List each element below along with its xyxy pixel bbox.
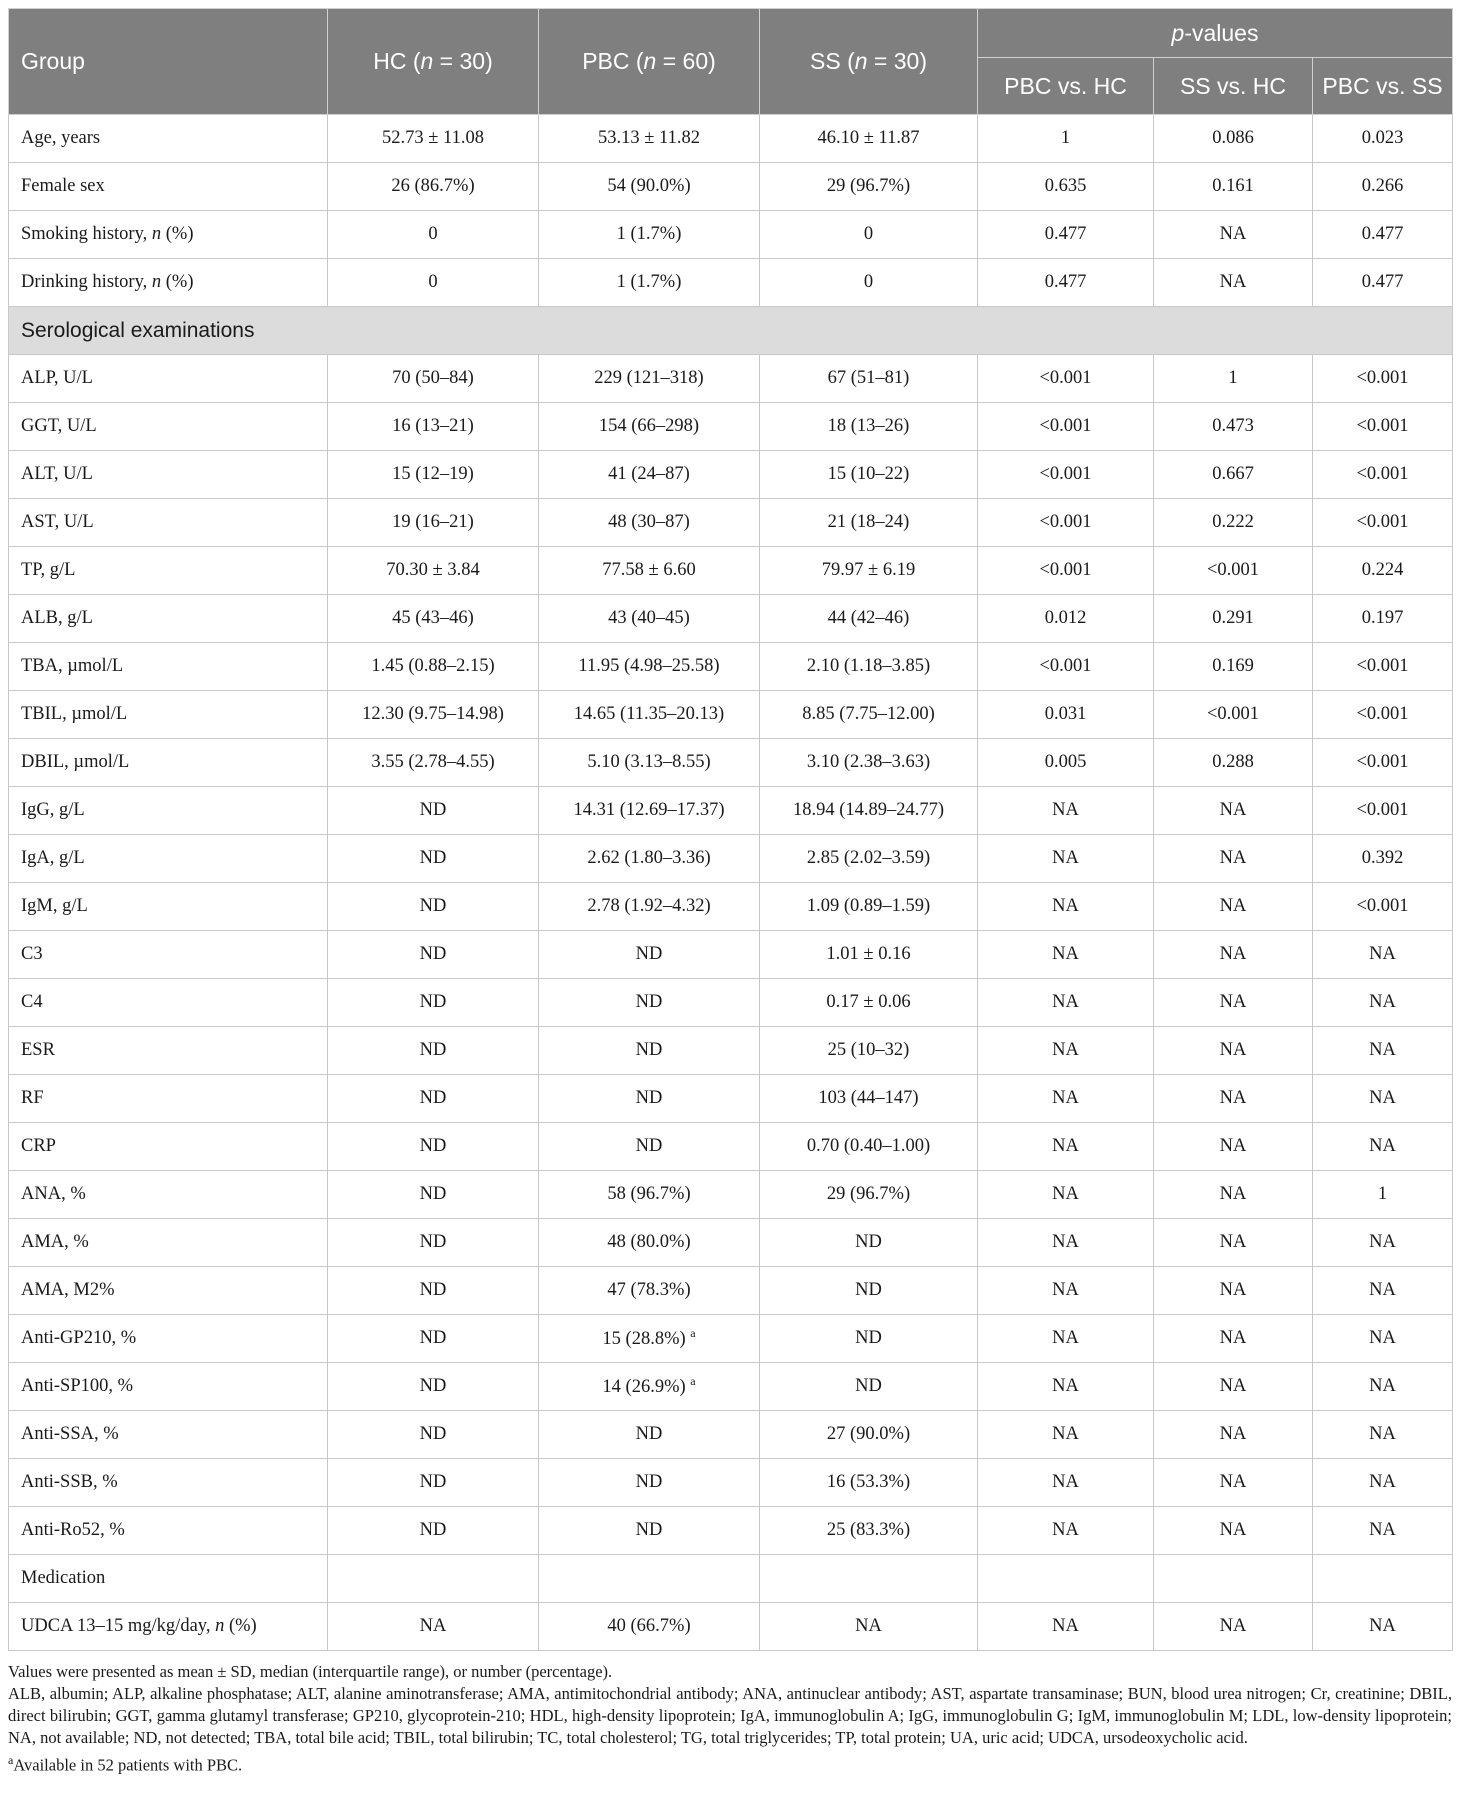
table-cell: NA bbox=[1313, 1603, 1453, 1651]
table-cell: <0.001 bbox=[1313, 739, 1453, 787]
table-cell: 44 (42–46) bbox=[760, 595, 978, 643]
table-cell: 47 (78.3%) bbox=[539, 1267, 760, 1315]
table-row bbox=[9, 403, 1453, 451]
table-cell: 1 bbox=[1154, 355, 1313, 403]
empty-cell bbox=[760, 1555, 978, 1603]
table-row bbox=[9, 835, 1453, 883]
table-cell: ND bbox=[760, 1219, 978, 1267]
row-label: ALP, U/L bbox=[9, 355, 328, 403]
table-cell: 154 (66–298) bbox=[539, 403, 760, 451]
table-cell: NA bbox=[978, 1459, 1154, 1507]
row-label: Anti-SSB, % bbox=[9, 1459, 328, 1507]
table-cell: NA bbox=[1313, 1267, 1453, 1315]
table-cell: NA bbox=[1154, 931, 1313, 979]
table-cell: <0.001 bbox=[1313, 451, 1453, 499]
table-cell: <0.001 bbox=[1313, 691, 1453, 739]
table-cell: <0.001 bbox=[1313, 499, 1453, 547]
table-cell: 0.197 bbox=[1313, 595, 1453, 643]
table-row bbox=[9, 1267, 1453, 1315]
table-notes bbox=[8, 1661, 1452, 1777]
table-cell: NA bbox=[1154, 1267, 1313, 1315]
table-cell: NA bbox=[978, 1027, 1154, 1075]
table-cell: NA bbox=[1313, 979, 1453, 1027]
table-row bbox=[9, 451, 1453, 499]
table-cell: 0.473 bbox=[1154, 403, 1313, 451]
table-cell: 0.635 bbox=[978, 163, 1154, 211]
table-cell: 15 (12–19) bbox=[328, 451, 539, 499]
table-cell: 1 (1.7%) bbox=[539, 259, 760, 307]
table-cell: <0.001 bbox=[978, 451, 1154, 499]
row-label: ESR bbox=[9, 1027, 328, 1075]
table-cell: ND bbox=[328, 1267, 539, 1315]
row-label: GGT, U/L bbox=[9, 403, 328, 451]
table-row bbox=[9, 211, 1453, 259]
header-ss: SS (n = 30) bbox=[760, 9, 978, 115]
table-cell: 0.477 bbox=[1313, 259, 1453, 307]
row-label: AST, U/L bbox=[9, 499, 328, 547]
table-cell: 45 (43–46) bbox=[328, 595, 539, 643]
table-cell: 15 (28.8%) $^a$ bbox=[539, 1315, 760, 1363]
row-label: Anti-SP100, % bbox=[9, 1363, 328, 1411]
row-label: Drinking history, n (%) bbox=[9, 259, 328, 307]
section-title: Serological examinations bbox=[9, 307, 1453, 355]
table-row bbox=[9, 1603, 1453, 1651]
table-cell: 29 (96.7%) bbox=[760, 1171, 978, 1219]
table-row bbox=[9, 115, 1453, 163]
table-header bbox=[9, 9, 1453, 115]
table-cell: NA bbox=[1154, 1075, 1313, 1123]
table-cell: NA bbox=[1313, 1411, 1453, 1459]
row-label: TP, g/L bbox=[9, 547, 328, 595]
table-cell: <0.001 bbox=[978, 355, 1154, 403]
table-cell: NA bbox=[1154, 883, 1313, 931]
table-cell: NA bbox=[978, 835, 1154, 883]
table-cell: <0.001 bbox=[1313, 355, 1453, 403]
table-cell: 48 (80.0%) bbox=[539, 1219, 760, 1267]
table-row bbox=[9, 787, 1453, 835]
table-cell: NA bbox=[978, 1507, 1154, 1555]
table-cell: NA bbox=[1154, 1123, 1313, 1171]
table-cell: ND bbox=[328, 835, 539, 883]
header-pbc: PBC (n = 60) bbox=[539, 9, 760, 115]
table-cell: NA bbox=[760, 1603, 978, 1651]
table-cell: ND bbox=[328, 883, 539, 931]
table-cell: ND bbox=[760, 1363, 978, 1411]
table-cell: 48 (30–87) bbox=[539, 499, 760, 547]
table-cell: NA bbox=[978, 1075, 1154, 1123]
table-cell: ND bbox=[328, 1123, 539, 1171]
table-cell: 1.09 (0.89–1.59) bbox=[760, 883, 978, 931]
table-cell: NA bbox=[1154, 787, 1313, 835]
table-cell: 1 bbox=[978, 115, 1154, 163]
table-cell: 14.31 (12.69–17.37) bbox=[539, 787, 760, 835]
table-cell: ND bbox=[760, 1267, 978, 1315]
table-cell: 229 (121–318) bbox=[539, 355, 760, 403]
table-cell: 43 (40–45) bbox=[539, 595, 760, 643]
table-cell: 27 (90.0%) bbox=[760, 1411, 978, 1459]
table-cell: <0.001 bbox=[978, 403, 1154, 451]
table-cell: 25 (83.3%) bbox=[760, 1507, 978, 1555]
row-label: Anti-SSA, % bbox=[9, 1411, 328, 1459]
table-cell: ND bbox=[328, 1219, 539, 1267]
table-cell: <0.001 bbox=[1313, 883, 1453, 931]
header-pbc-vs-ss: PBC vs. SS bbox=[1313, 58, 1453, 115]
header-pbc-vs-hc: PBC vs. HC bbox=[978, 58, 1154, 115]
table-cell: 53.13 ± 11.82 bbox=[539, 115, 760, 163]
medication-row bbox=[9, 1555, 1453, 1603]
table-cell: NA bbox=[1154, 1171, 1313, 1219]
row-label: IgM, g/L bbox=[9, 883, 328, 931]
table-cell: NA bbox=[1313, 1459, 1453, 1507]
empty-cell bbox=[1313, 1555, 1453, 1603]
table-cell: 54 (90.0%) bbox=[539, 163, 760, 211]
table-row bbox=[9, 979, 1453, 1027]
row-label: IgA, g/L bbox=[9, 835, 328, 883]
table-cell: 0.161 bbox=[1154, 163, 1313, 211]
table-cell: 3.10 (2.38–3.63) bbox=[760, 739, 978, 787]
table-container bbox=[8, 8, 1452, 1777]
table-cell: 0 bbox=[328, 211, 539, 259]
table-row bbox=[9, 1459, 1453, 1507]
row-label: Anti-Ro52, % bbox=[9, 1507, 328, 1555]
table-cell: <0.001 bbox=[978, 547, 1154, 595]
table-cell: 1.45 (0.88–2.15) bbox=[328, 643, 539, 691]
table-cell: NA bbox=[1313, 1027, 1453, 1075]
table-cell: 0 bbox=[760, 259, 978, 307]
table-cell: NA bbox=[1154, 259, 1313, 307]
table-cell: 1.01 ± 0.16 bbox=[760, 931, 978, 979]
table-cell: 40 (66.7%) bbox=[539, 1603, 760, 1651]
table-row bbox=[9, 1171, 1453, 1219]
table-row bbox=[9, 931, 1453, 979]
table-cell: ND bbox=[328, 1363, 539, 1411]
table-cell: 2.85 (2.02–3.59) bbox=[760, 835, 978, 883]
row-label: C3 bbox=[9, 931, 328, 979]
table-cell: 8.85 (7.75–12.00) bbox=[760, 691, 978, 739]
row-label: IgG, g/L bbox=[9, 787, 328, 835]
note-abbreviations: ALB, albumin; ALP, alkaline phosphatase; ALT, alanine aminotransferase; AMA, antimitochondrial antibody; ANA, antinuclear antibody; AST, aspartate transaminase; BUN, blood urea nitrogen; Cr, creatinine; DBIL, direct bilirubin; GGT, gamma glutamyl transferase; GP210, glycoprotein-210; HDL, high-density lipoprotein; IgA, immunoglobulin A; IgG, immunoglobulin G; IgM, immunoglobulin M; LDL, low-density lipoprotein; NA, not available; ND, not detected; TBA, total bile acid; TBIL, total bilirubin; TC, total cholesterol; TG, total triglycerides; TP, total protein; UA, uric acid; UDCA, ursodeoxycholic acid. bbox=[8, 1684, 1452, 1747]
table-cell: NA bbox=[978, 883, 1154, 931]
table-row bbox=[9, 259, 1453, 307]
table-cell: 16 (13–21) bbox=[328, 403, 539, 451]
table-cell: <0.001 bbox=[1313, 787, 1453, 835]
row-label: RF bbox=[9, 1075, 328, 1123]
table-cell: NA bbox=[978, 1219, 1154, 1267]
table-cell: 1 bbox=[1313, 1171, 1453, 1219]
table-row bbox=[9, 163, 1453, 211]
row-label: AMA, M2% bbox=[9, 1267, 328, 1315]
table-cell: 19 (16–21) bbox=[328, 499, 539, 547]
table-row bbox=[9, 739, 1453, 787]
table-cell: 0.224 bbox=[1313, 547, 1453, 595]
table-cell: <0.001 bbox=[1154, 691, 1313, 739]
table-cell: 103 (44–147) bbox=[760, 1075, 978, 1123]
table-cell: ND bbox=[328, 1171, 539, 1219]
table-cell: 18 (13–26) bbox=[760, 403, 978, 451]
table-row bbox=[9, 1219, 1453, 1267]
table-cell: 0.17 ± 0.06 bbox=[760, 979, 978, 1027]
table-cell: 2.78 (1.92–4.32) bbox=[539, 883, 760, 931]
table-cell: <0.001 bbox=[978, 643, 1154, 691]
table-cell: NA bbox=[1154, 1603, 1313, 1651]
table-cell: NA bbox=[978, 1123, 1154, 1171]
table-cell: 26 (86.7%) bbox=[328, 163, 539, 211]
table-cell: 0.086 bbox=[1154, 115, 1313, 163]
table-body bbox=[9, 115, 1453, 1651]
empty-cell bbox=[978, 1555, 1154, 1603]
header-hc: HC (n = 30) bbox=[328, 9, 539, 115]
table-cell: NA bbox=[978, 1315, 1154, 1363]
table-cell: 58 (96.7%) bbox=[539, 1171, 760, 1219]
table-cell: 70 (50–84) bbox=[328, 355, 539, 403]
table-cell: 0.169 bbox=[1154, 643, 1313, 691]
table-cell: NA bbox=[1313, 1123, 1453, 1171]
table-cell: 70.30 ± 3.84 bbox=[328, 547, 539, 595]
table-cell: NA bbox=[1154, 1219, 1313, 1267]
table-row bbox=[9, 355, 1453, 403]
table-cell: ND bbox=[328, 787, 539, 835]
table-cell: NA bbox=[978, 1411, 1154, 1459]
row-label: Smoking history, n (%) bbox=[9, 211, 328, 259]
table-cell: NA bbox=[978, 1171, 1154, 1219]
table-cell: 11.95 (4.98–25.58) bbox=[539, 643, 760, 691]
table-cell: NA bbox=[1154, 1363, 1313, 1411]
table-cell: 1 (1.7%) bbox=[539, 211, 760, 259]
table-cell: 14 (26.9%) $^a$ bbox=[539, 1363, 760, 1411]
table-cell: ND bbox=[328, 1027, 539, 1075]
row-label: TBA, µmol/L bbox=[9, 643, 328, 691]
table-cell: 41 (24–87) bbox=[539, 451, 760, 499]
header-ss-vs-hc: SS vs. HC bbox=[1154, 58, 1313, 115]
table-cell: 0.70 (0.40–1.00) bbox=[760, 1123, 978, 1171]
row-label: AMA, % bbox=[9, 1219, 328, 1267]
table-cell: 0.477 bbox=[978, 211, 1154, 259]
header-p-values: p-values bbox=[978, 9, 1453, 58]
table-cell: ND bbox=[328, 1075, 539, 1123]
table-cell: 0.291 bbox=[1154, 595, 1313, 643]
table-cell: ND bbox=[328, 931, 539, 979]
table-cell: NA bbox=[1313, 1219, 1453, 1267]
table-row bbox=[9, 643, 1453, 691]
table-cell: ND bbox=[328, 979, 539, 1027]
table-row bbox=[9, 1411, 1453, 1459]
table-cell: 15 (10–22) bbox=[760, 451, 978, 499]
table-cell: 16 (53.3%) bbox=[760, 1459, 978, 1507]
table-cell: NA bbox=[1154, 1027, 1313, 1075]
note-footnote: $^a$Available in 52 patients with PBC. bbox=[8, 1753, 243, 1775]
table-cell: NA bbox=[1313, 1507, 1453, 1555]
table-cell: NA bbox=[1313, 1363, 1453, 1411]
table-cell: 77.58 ± 6.60 bbox=[539, 547, 760, 595]
table-cell: 0 bbox=[328, 259, 539, 307]
table-cell: NA bbox=[1154, 1315, 1313, 1363]
table-cell: NA bbox=[1313, 1315, 1453, 1363]
table-row bbox=[9, 1315, 1453, 1363]
table-cell: ND bbox=[539, 1123, 760, 1171]
table-row bbox=[9, 1363, 1453, 1411]
row-label: DBIL, µmol/L bbox=[9, 739, 328, 787]
table-cell: 46.10 ± 11.87 bbox=[760, 115, 978, 163]
table-cell: 0.222 bbox=[1154, 499, 1313, 547]
table-cell: 21 (18–24) bbox=[760, 499, 978, 547]
table-row bbox=[9, 691, 1453, 739]
table-row bbox=[9, 595, 1453, 643]
table-cell: 2.62 (1.80–3.36) bbox=[539, 835, 760, 883]
header-group: Group bbox=[9, 9, 328, 115]
row-label: UDCA 13–15 mg/kg/day, n (%) bbox=[9, 1603, 328, 1651]
data-table bbox=[8, 8, 1453, 1651]
table-cell: 14.65 (11.35–20.13) bbox=[539, 691, 760, 739]
row-label: Age, years bbox=[9, 115, 328, 163]
table-cell: ND bbox=[539, 931, 760, 979]
row-label: TBIL, µmol/L bbox=[9, 691, 328, 739]
table-row bbox=[9, 1075, 1453, 1123]
table-cell: <0.001 bbox=[1313, 403, 1453, 451]
table-cell: <0.001 bbox=[1154, 547, 1313, 595]
table-cell: ND bbox=[328, 1459, 539, 1507]
table-cell: <0.001 bbox=[978, 499, 1154, 547]
table-cell: ND bbox=[328, 1411, 539, 1459]
table-cell: 0.477 bbox=[978, 259, 1154, 307]
table-cell: NA bbox=[1154, 979, 1313, 1027]
table-cell: 0.477 bbox=[1313, 211, 1453, 259]
table-cell: 0.005 bbox=[978, 739, 1154, 787]
table-row bbox=[9, 1027, 1453, 1075]
row-label: Female sex bbox=[9, 163, 328, 211]
table-cell: 3.55 (2.78–4.55) bbox=[328, 739, 539, 787]
table-cell: 0.266 bbox=[1313, 163, 1453, 211]
empty-cell bbox=[328, 1555, 539, 1603]
table-cell: ND bbox=[760, 1315, 978, 1363]
table-cell: NA bbox=[978, 787, 1154, 835]
note-values: Values were presented as mean ± SD, median (interquartile range), or number (percentage). bbox=[8, 1662, 613, 1681]
table-cell: ND bbox=[539, 1075, 760, 1123]
table-cell: NA bbox=[1154, 211, 1313, 259]
table-cell: NA bbox=[1154, 835, 1313, 883]
table-cell: NA bbox=[328, 1603, 539, 1651]
table-cell: 79.97 ± 6.19 bbox=[760, 547, 978, 595]
table-row bbox=[9, 499, 1453, 547]
table-cell: NA bbox=[978, 979, 1154, 1027]
table-cell: NA bbox=[978, 931, 1154, 979]
table-cell: 29 (96.7%) bbox=[760, 163, 978, 211]
table-cell: ND bbox=[539, 1411, 760, 1459]
table-cell: ND bbox=[539, 1459, 760, 1507]
table-cell: 0.012 bbox=[978, 595, 1154, 643]
table-cell: ND bbox=[328, 1507, 539, 1555]
table-cell: NA bbox=[1154, 1459, 1313, 1507]
table-cell: 5.10 (3.13–8.55) bbox=[539, 739, 760, 787]
table-cell: 0 bbox=[760, 211, 978, 259]
row-label: ALT, U/L bbox=[9, 451, 328, 499]
table-cell: ND bbox=[539, 1507, 760, 1555]
empty-cell bbox=[539, 1555, 760, 1603]
table-cell: 0.392 bbox=[1313, 835, 1453, 883]
row-label: C4 bbox=[9, 979, 328, 1027]
table-cell: ND bbox=[539, 979, 760, 1027]
row-label: CRP bbox=[9, 1123, 328, 1171]
section-header-row bbox=[9, 307, 1453, 355]
table-cell: 0.288 bbox=[1154, 739, 1313, 787]
table-row bbox=[9, 1507, 1453, 1555]
table-cell: 0.031 bbox=[978, 691, 1154, 739]
table-cell: <0.001 bbox=[1313, 643, 1453, 691]
table-row bbox=[9, 883, 1453, 931]
table-cell: NA bbox=[978, 1363, 1154, 1411]
table-cell: 25 (10–32) bbox=[760, 1027, 978, 1075]
table-cell: 2.10 (1.18–3.85) bbox=[760, 643, 978, 691]
table-cell: NA bbox=[978, 1603, 1154, 1651]
table-cell: ND bbox=[328, 1315, 539, 1363]
row-label: ANA, % bbox=[9, 1171, 328, 1219]
table-cell: NA bbox=[1154, 1411, 1313, 1459]
table-row bbox=[9, 1123, 1453, 1171]
table-cell: 0.023 bbox=[1313, 115, 1453, 163]
table-cell: NA bbox=[1154, 1507, 1313, 1555]
empty-cell bbox=[1154, 1555, 1313, 1603]
table-cell: NA bbox=[1313, 1075, 1453, 1123]
medication-title: Medication bbox=[9, 1555, 328, 1603]
table-cell: NA bbox=[978, 1267, 1154, 1315]
table-cell: 67 (51–81) bbox=[760, 355, 978, 403]
row-label: Anti-GP210, % bbox=[9, 1315, 328, 1363]
table-cell: NA bbox=[1313, 931, 1453, 979]
table-cell: 52.73 ± 11.08 bbox=[328, 115, 539, 163]
table-cell: 12.30 (9.75–14.98) bbox=[328, 691, 539, 739]
row-label: ALB, g/L bbox=[9, 595, 328, 643]
table-cell: ND bbox=[539, 1027, 760, 1075]
table-row bbox=[9, 547, 1453, 595]
table-cell: 18.94 (14.89–24.77) bbox=[760, 787, 978, 835]
table-cell: 0.667 bbox=[1154, 451, 1313, 499]
